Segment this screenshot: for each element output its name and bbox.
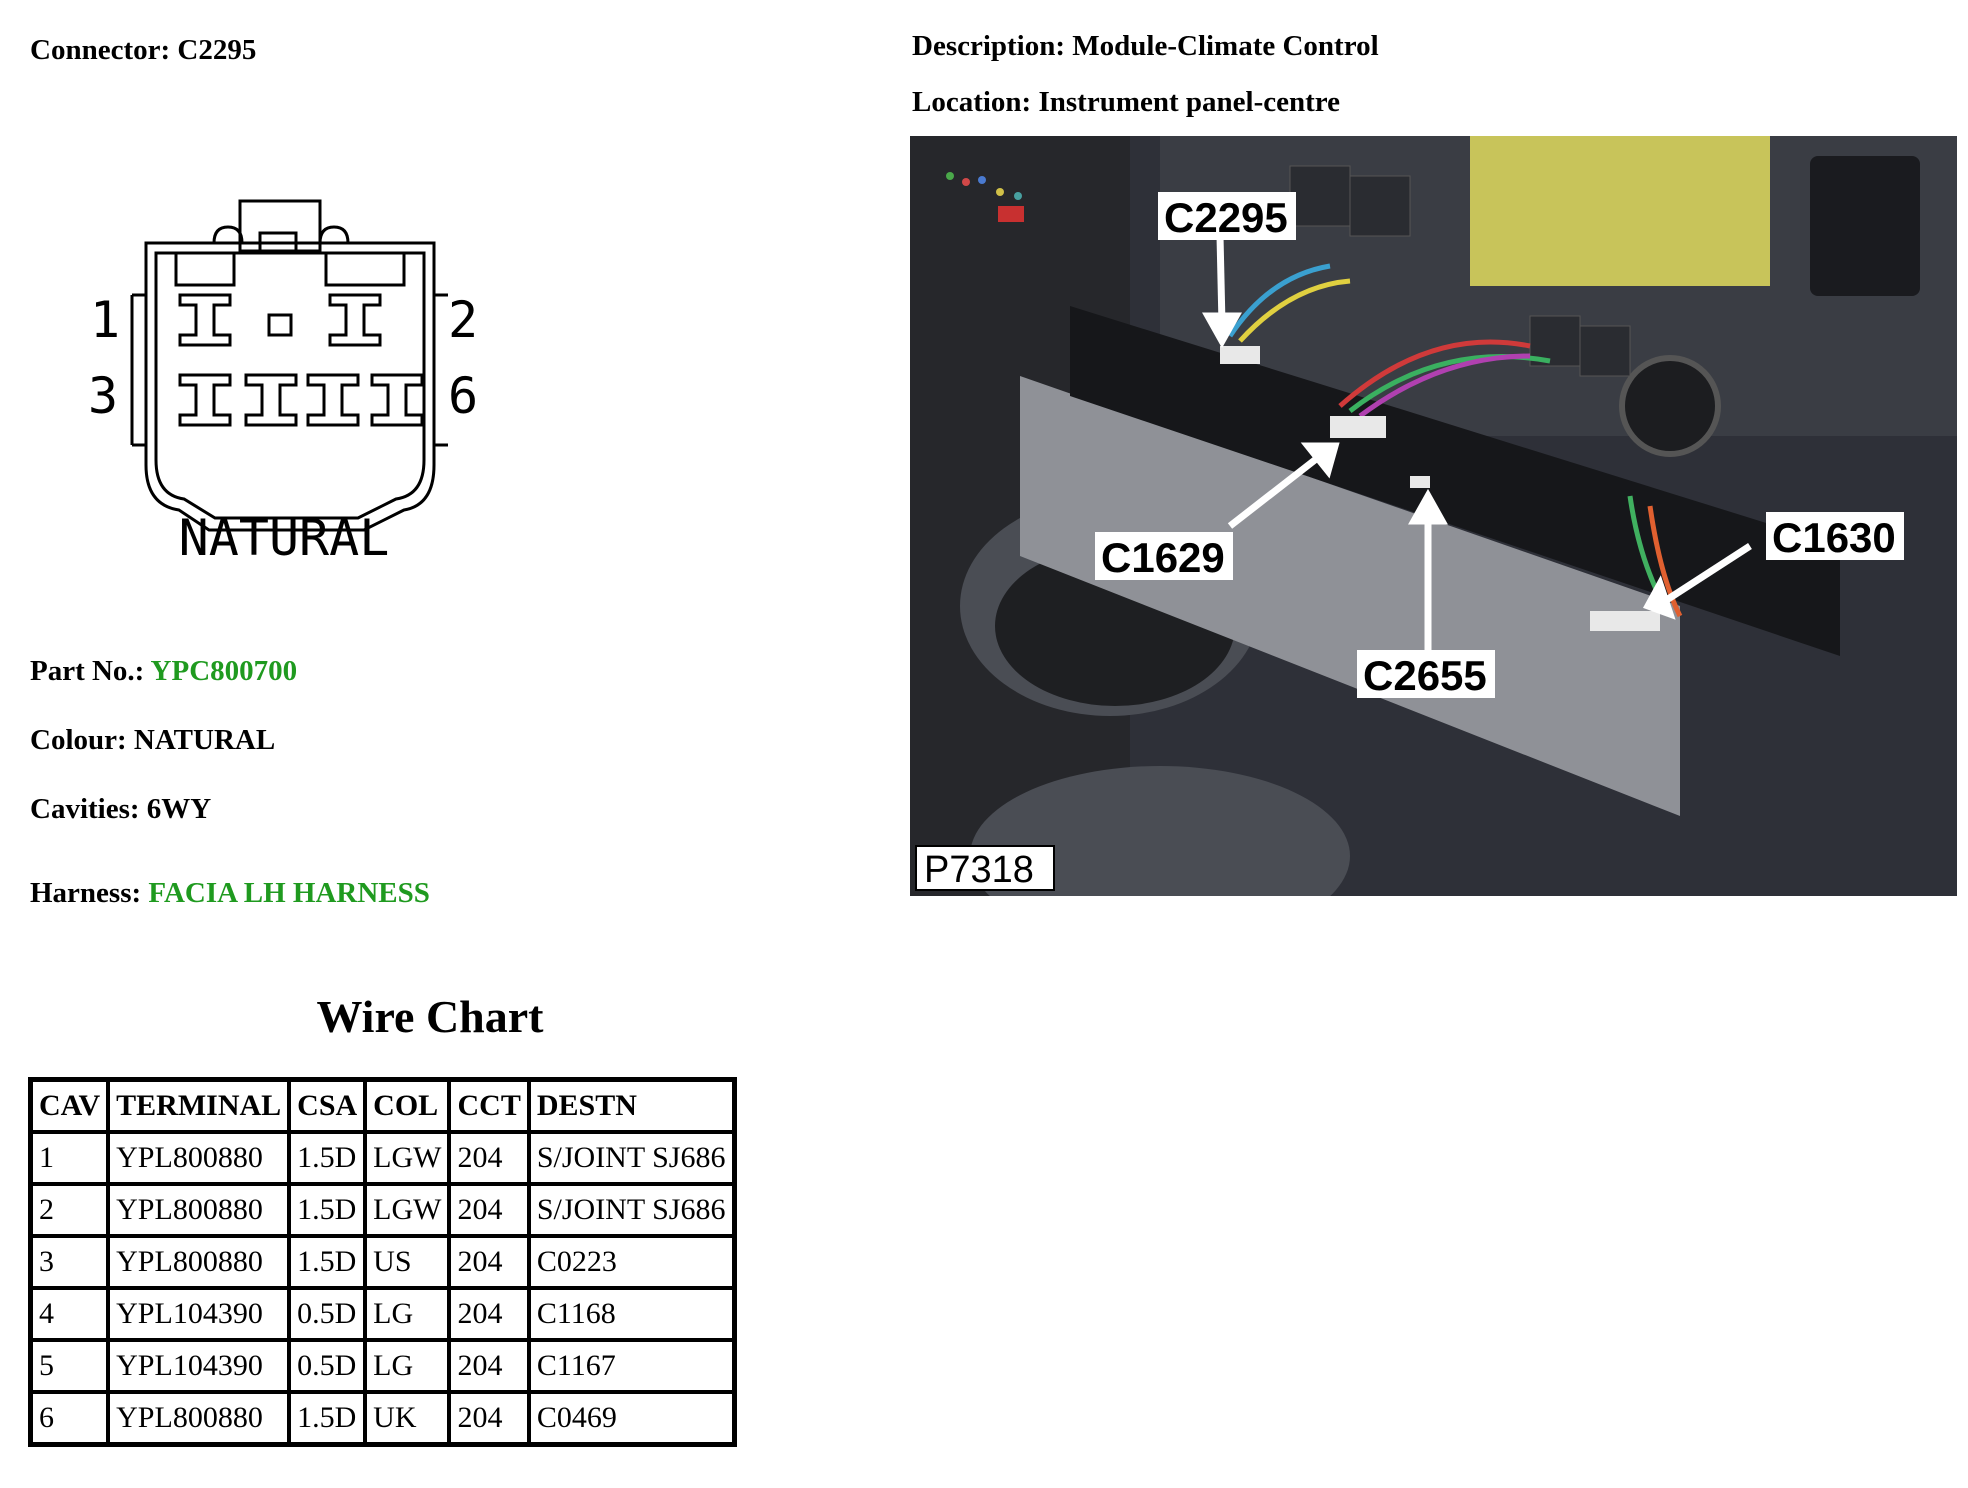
- part-no-line: [30, 657, 297, 686]
- cell-destn: C1167: [529, 1340, 734, 1392]
- cell-col: UK: [365, 1392, 449, 1445]
- radio-display: [1470, 136, 1770, 286]
- cavities-line: [30, 795, 211, 824]
- pin-label-3: 3: [88, 367, 119, 425]
- table-row: [31, 1288, 735, 1340]
- cell-csa: 1.5D: [289, 1132, 365, 1184]
- description-line: [912, 32, 1379, 61]
- cell-col: LGW: [365, 1184, 449, 1236]
- callout-c1630: C1630: [1772, 514, 1896, 561]
- cell-cav: 3: [31, 1236, 109, 1288]
- pin-label-2: 2: [448, 291, 479, 349]
- description-value: Module-Climate Control: [1072, 30, 1379, 62]
- pin-label-6: 6: [448, 367, 479, 425]
- cell-cav: 5: [31, 1340, 109, 1392]
- harness-line: [30, 879, 430, 908]
- harness-value: FACIA LH HARNESS: [148, 877, 430, 909]
- table-header-row: [31, 1080, 735, 1133]
- cell-cct: 204: [449, 1132, 528, 1184]
- harness-label: Harness:: [30, 877, 142, 909]
- cell-cct: 204: [449, 1184, 528, 1236]
- cell-terminal: YPL104390: [108, 1340, 289, 1392]
- cell-destn: S/JOINT SJ686: [529, 1184, 734, 1236]
- cell-terminal: YPL800880: [108, 1392, 289, 1445]
- table-row: [31, 1392, 735, 1445]
- part-no-label: Part No.:: [30, 655, 145, 687]
- cell-col: LG: [365, 1288, 449, 1340]
- cell-cav: 6: [31, 1392, 109, 1445]
- cell-col: LG: [365, 1340, 449, 1392]
- cell-terminal: YPL800880: [108, 1236, 289, 1288]
- cell-cav: 2: [31, 1184, 109, 1236]
- col-header-csa: CSA: [289, 1080, 365, 1133]
- colour-label: Colour:: [30, 724, 127, 756]
- cell-destn: C0469: [529, 1392, 734, 1445]
- cavities-value: 6WY: [146, 793, 212, 825]
- connector-label: Connector:: [30, 34, 171, 66]
- colour-value: NATURAL: [133, 724, 276, 756]
- connector-line: [30, 36, 256, 65]
- cell-cav: 4: [31, 1288, 109, 1340]
- callout-c1629: C1629: [1101, 534, 1225, 581]
- col-header-cav: CAV: [31, 1080, 109, 1133]
- col-header-terminal: TERMINAL: [108, 1080, 289, 1133]
- cell-destn: C1168: [529, 1288, 734, 1340]
- cell-terminal: YPL104390: [108, 1288, 289, 1340]
- cell-col: LGW: [365, 1132, 449, 1184]
- table-row: [31, 1340, 735, 1392]
- connector-value: C2295: [177, 34, 257, 66]
- cell-csa: 1.5D: [289, 1392, 365, 1445]
- cell-destn: C0223: [529, 1236, 734, 1288]
- cell-csa: 0.5D: [289, 1340, 365, 1392]
- radio-knob: [1622, 358, 1718, 454]
- callout-c2655: C2655: [1363, 652, 1487, 699]
- table-row: [31, 1132, 735, 1184]
- col-header-cct: CCT: [449, 1080, 528, 1133]
- location-line: [912, 88, 1340, 117]
- cell-col: US: [365, 1236, 449, 1288]
- wire-chart-table: [28, 1077, 737, 1447]
- part-no-value: YPC800700: [150, 655, 298, 687]
- location-label: Location:: [912, 86, 1032, 118]
- cavities-label: Cavities:: [30, 793, 140, 825]
- diagram-colour-text: NATURAL: [178, 509, 390, 567]
- cell-terminal: YPL800880: [108, 1184, 289, 1236]
- connector-face-diagram: [84, 185, 484, 575]
- location-value: Instrument panel-centre: [1038, 86, 1340, 118]
- location-photo: [910, 136, 1957, 896]
- table-row: [31, 1236, 735, 1288]
- callout-c2295: C2295: [1164, 194, 1288, 241]
- cell-csa: 0.5D: [289, 1288, 365, 1340]
- col-header-col: COL: [365, 1080, 449, 1133]
- figure-id: P7318: [924, 849, 1034, 891]
- cell-csa: 1.5D: [289, 1236, 365, 1288]
- cell-cav: 1: [31, 1132, 109, 1184]
- col-header-destn: DESTN: [529, 1080, 734, 1133]
- cell-cct: 204: [449, 1392, 528, 1445]
- cell-terminal: YPL800880: [108, 1132, 289, 1184]
- cell-csa: 1.5D: [289, 1184, 365, 1236]
- cell-cct: 204: [449, 1340, 528, 1392]
- cell-cct: 204: [449, 1236, 528, 1288]
- colour-line: [30, 726, 275, 755]
- description-label: Description:: [912, 30, 1066, 62]
- cell-cct: 204: [449, 1288, 528, 1340]
- pin-label-1: 1: [90, 291, 121, 349]
- cell-destn: S/JOINT SJ686: [529, 1132, 734, 1184]
- wire-chart-title: Wire Chart: [316, 991, 544, 1042]
- table-row: [31, 1184, 735, 1236]
